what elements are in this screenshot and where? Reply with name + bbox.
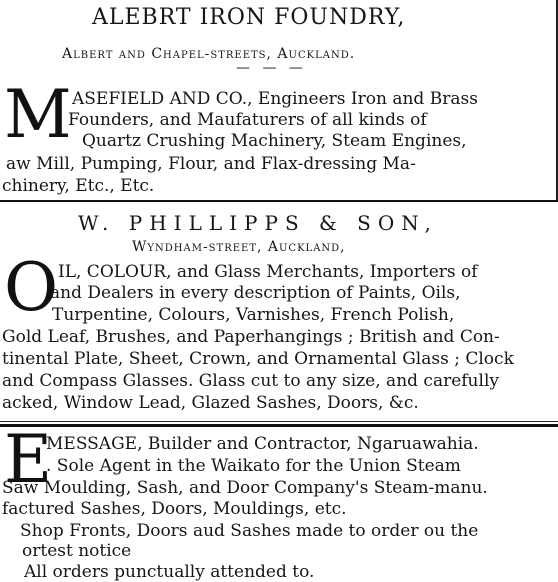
ad-text-line: . Sole Agent in the Waikato for the Union Steam [46, 456, 461, 476]
drop-cap: O [4, 249, 59, 326]
ad-text-line: ortest notice [22, 541, 132, 561]
ad-text-line: Gold Leaf, Brushes, and Paperhangings ; British and Con- [2, 327, 500, 347]
ad-address: Wyndham-street, Auckland, [132, 239, 346, 255]
ad-text-line: and Compass Glasses. Glass cut to any size, and carefully [2, 371, 499, 391]
ad-text-line: and Dealers in every description of Paints, Oils, [50, 283, 461, 303]
ad-title: ALEBRT IRON FOUNDRY, [92, 5, 406, 30]
ad-text-line: aw Mill, Pumping, Flour, and Flax-dressing Ma- [6, 154, 416, 174]
ad-text-line: Founders, and Maufaturers of all kinds of [68, 110, 427, 130]
ad-text-line: MESSAGE, Builder and Contractor, Ngaruawahia. [46, 434, 479, 454]
ad-text-line: IL, COLOUR, and Glass Merchants, Importers of [58, 262, 478, 282]
ad-text-line: Saw Moulding, Sash, and Door Company's Steam-manu. [2, 478, 488, 498]
ad-text-line: All orders punctually attended to. [24, 562, 315, 582]
ad-address: Albert and Chapel-streets, Auckland. [62, 46, 356, 62]
phillipps-and-son-ad [0, 201, 558, 421]
ad-text-line: Turpentine, Colours, Varnishes, French Polish, [52, 305, 455, 325]
drop-cap: M [4, 76, 72, 153]
ad-text-line: acked, Window Lead, Glazed Sashes, Doors, &c. [2, 393, 419, 413]
ad-text-line: chinery, Etc., Etc. [2, 176, 155, 196]
divider-rule [0, 421, 558, 422]
separator-dashes: — — — [236, 60, 307, 76]
ad-text-line: Shop Fronts, Doors aud Sashes made to order ou the [20, 521, 479, 541]
albert-iron-foundry-ad [0, 0, 558, 200]
ad-title: W. PHILLIPPS & SON, [78, 211, 438, 235]
ad-text-line: tinental Plate, Sheet, Crown, and Ornamental Glass ; Clock [2, 349, 514, 369]
ad-text-line: Quartz Crushing Machinery, Steam Engines, [82, 131, 467, 151]
message-builder-ad [0, 421, 558, 582]
drop-cap: E [4, 421, 53, 498]
ad-text-line: ASEFIELD AND CO., Engineers Iron and Brass [72, 89, 478, 109]
ad-text-line: factured Sashes, Doors, Mouldings, etc. [2, 499, 347, 519]
